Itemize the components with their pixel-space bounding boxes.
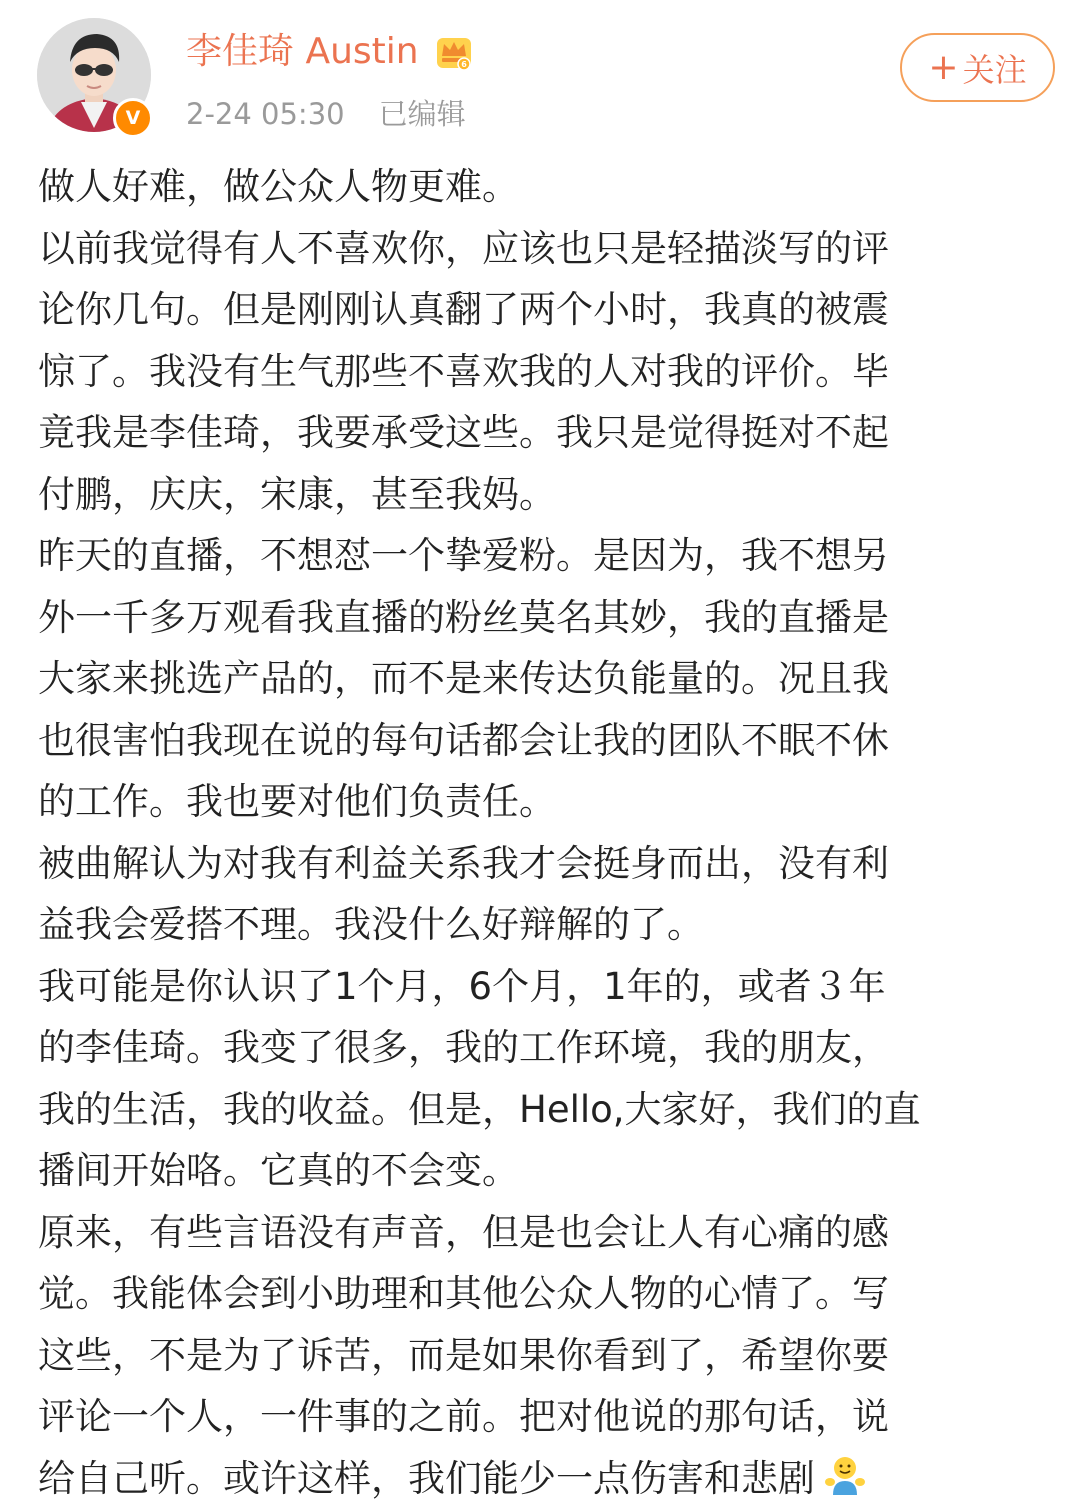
post-header — [0, 0, 1079, 150]
post-line: 我可能是你认识了1个月，6个月，1年的，或者３年 — [38, 956, 1068, 1018]
post-line: 的工作。我也要对他们负责任。 — [38, 771, 1068, 833]
post-line: 也很害怕我现在说的每句话都会让我的团队不眠不休 — [38, 710, 1068, 772]
post-meta — [186, 92, 466, 133]
follow-label: 关注 — [963, 45, 1027, 91]
follow-button[interactable] — [900, 33, 1055, 102]
post-body — [38, 156, 1068, 1509]
post-line: 以前我觉得有人不喜欢你，应该也只是轻描淡写的评 — [38, 218, 1068, 280]
post-line: 这些，不是为了诉苦，而是如果你看到了，希望你要 — [38, 1325, 1068, 1387]
post-line: 的李佳琦。我变了很多，我的工作环境，我的朋友， — [38, 1017, 1068, 1079]
post-line: 外一千多万观看我直播的粉丝莫名其妙，我的直播是 — [38, 587, 1068, 649]
post-line: 惊了。我没有生气那些不喜欢我的人对我的评价。毕 — [38, 341, 1068, 403]
post-line: 昨天的直播，不想怼一个挚爱粉。是因为，我不想另 — [38, 525, 1068, 587]
plus-icon: + — [928, 50, 958, 86]
edited-label[interactable]: 已编辑 — [379, 97, 466, 131]
hug-emoji-icon — [823, 1453, 867, 1497]
username[interactable]: 李佳琦 Austin — [186, 30, 419, 74]
post-line: 益我会爱搭不理。我没什么好辩解的了。 — [38, 894, 1068, 956]
post-line: 原来，有些言语没有声音，但是也会让人有心痛的感 — [38, 1202, 1068, 1264]
post-line: 付鹏，庆庆，宋康，甚至我妈。 — [38, 464, 1068, 526]
post-line: 做人好难，做公众人物更难。 — [38, 156, 1068, 218]
vip-crown-icon — [434, 32, 474, 72]
post-line-text: 给自己听。或许这样，我们能少一点伤害和悲剧 — [38, 1457, 815, 1500]
verified-icon: V — [113, 98, 153, 138]
post-time: 2-24 05:30 — [186, 97, 345, 131]
post-line: 我的生活，我的收益。但是，Hello,大家好，我们的直 — [38, 1079, 1068, 1141]
post-line: 播间开始咯。它真的不会变。 — [38, 1140, 1068, 1202]
svg-text:6: 6 — [461, 60, 467, 69]
post-line: 竟我是李佳琦，我要承受这些。我只是觉得挺对不起 — [38, 402, 1068, 464]
post-line: 评论一个人，一件事的之前。把对他说的那句话，说 — [38, 1386, 1068, 1448]
post-line: 论你几句。但是刚刚认真翻了两个小时，我真的被震 — [38, 279, 1068, 341]
post-line: 被曲解认为对我有利益关系我才会挺身而出，没有利 — [38, 833, 1068, 895]
post-line: 大家来挑选产品的，而不是来传达负能量的。况且我 — [38, 648, 1068, 710]
post-line: 觉。我能体会到小助理和其他公众人物的心情了。写 — [38, 1263, 1068, 1325]
